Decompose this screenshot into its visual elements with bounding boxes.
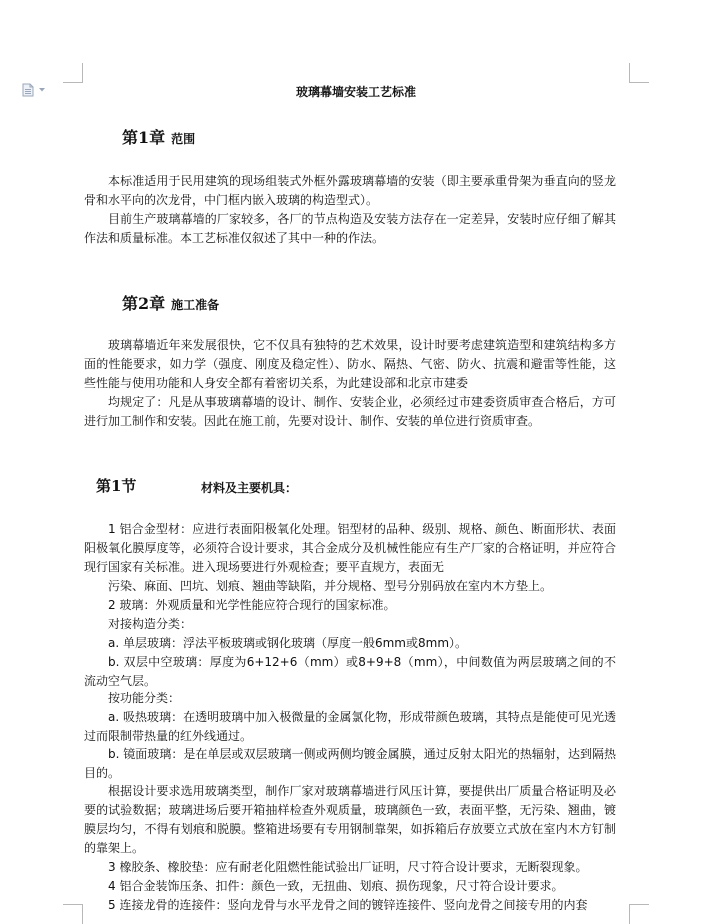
section-1-heading: 第1节 [96, 477, 137, 495]
paragraph: 根据设计要求选用玻璃类型，制作厂家对玻璃幕墙进行风压计算，要提供出厂质量合格证明及必要的试验数据；玻璃进场后要开箱抽样检查外观质量，玻璃颜色一致，表面平整，无污染、翘曲，镀膜层均匀，不得有划痕和脱膜。整箱进场要有专用钢制靠架，如拆箱后存放要立式放在室内木方钉制的靠架上。 [84, 784, 616, 855]
list-item-continued: 污染、麻面、凹坑、划痕、翘曲等缺陷，并分规格、型号分别码放在室内木方垫上。 [108, 579, 553, 593]
paragraph: 本标准适用于民用建筑的现场组装式外框外露玻璃幕墙的安装（即主要承重骨架为垂直向的竖龙骨和水平向的次龙骨，中门框内嵌入玻璃的构造型式）。 [84, 174, 616, 207]
crop-mark-top-left [63, 63, 83, 83]
list-item: 2 玻璃：外观质量和光学性能应符合现行的国家标准。 [108, 598, 396, 612]
subheading: 按功能分类： [108, 691, 181, 705]
crop-mark-bottom-left [63, 904, 83, 924]
list-item: 5 连接龙骨的连接件：竖向龙骨与水平龙骨之间的镀锌连接件、竖向龙骨之间接专用的内套 [108, 898, 588, 912]
paragraph: 玻璃幕墙近年来发展很快，它不仅具有独特的艺术效果，设计时要考虑建筑造型和建筑结构多方面的性能要求，如力学（强度、刚度及稳定性）、防水、隔热、气密、防火、抗震和避雷等性能，这些性能与使用功能和人身安全都有着密切关系，为此建设部和北京市建委 [84, 338, 616, 390]
list-item: 3 橡胶条、橡胶垫：应有耐老化阻燃性能试验出厂证明，尺寸符合设计要求，无断裂现象。 [108, 860, 588, 874]
chapter-subtitle: 范围 [171, 132, 196, 146]
document-title: 玻璃幕墙安装工艺标准 [295, 85, 416, 99]
list-item: 1 铝合金型材：应进行表面阳极氧化处理。铝型材的品种、级别、规格、颜色、断面形状、表面阳极氧化膜厚度等，必须符合设计要求，其合金成分及机械性能应有生产厂家的合格证明，并应符合现行国家有关标准。进入现场要进行外观检查；要平直规方，表面无 [84, 522, 616, 574]
chapter-subtitle: 施工准备 [171, 298, 220, 312]
list-item: a. 吸热玻璃：在透明玻璃中加入极微量的金属氯化物，形成带颜色玻璃，其特点是能使可见光透过而限制带热量的红外线通过。 [84, 710, 616, 743]
section-subtitle: 材料及主要机具： [201, 481, 298, 495]
chapter-number: 第1章 [122, 128, 166, 147]
paragraph: 目前生产玻璃幕墙的厂家较多，各厂的节点构造及安装方法存在一定差异，安装时应仔细了解其作法和质量标准。本工艺标准仅叙述了其中一种的作法。 [84, 212, 616, 245]
list-item: b. 镜面玻璃：是在单层或双层玻璃一侧或两侧均镀金属膜，通过反射太阳光的热辐射，达到隔热目的。 [84, 747, 616, 780]
paragraph: 均规定了：凡是从事玻璃幕墙的设计、制作、安装企业，必须经过市建委资质审查合格后，方可进行加工制作和安装。因此在施工前，先要对设计、制作、安装的单位进行资质审查。 [84, 395, 616, 428]
chapter-2-heading [122, 291, 219, 314]
list-item: 4 铝合金装饰压条、扣件：颜色一致，无扭曲、划痕、损伤现象，尺寸符合设计要求。 [108, 879, 564, 893]
list-item: b. 双层中空玻璃：厚度为6+12+6（mm）或8+9+8（mm），中间数值为两层玻璃之间的不流动空气层。 [84, 655, 616, 688]
crop-mark-top-right [629, 63, 649, 83]
list-item: a. 单层玻璃：浮法平板玻璃或钢化玻璃（厚度一般6mm或8mm）。 [108, 636, 468, 650]
chapter-1-heading [122, 125, 195, 148]
subheading: 对接构造分类： [108, 617, 193, 631]
chapter-number: 第2章 [122, 294, 166, 313]
